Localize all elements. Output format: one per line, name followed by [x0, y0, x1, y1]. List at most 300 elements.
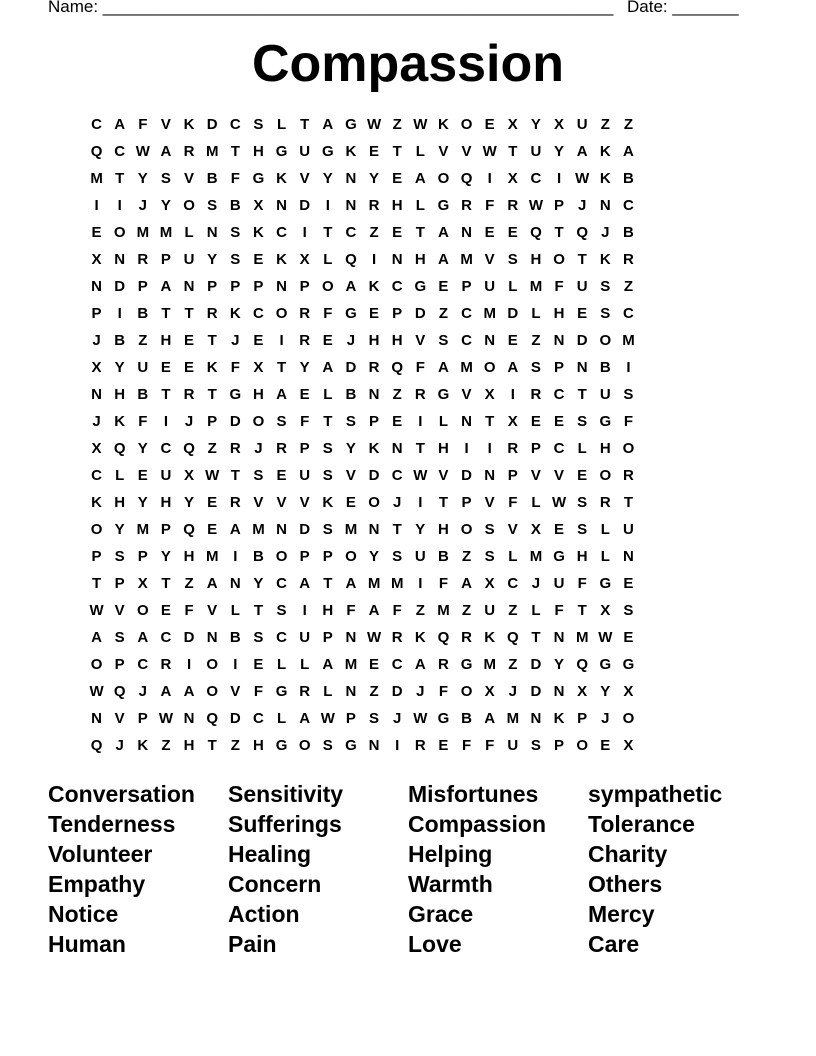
grid-letter: M	[136, 521, 150, 538]
grid-row	[85, 410, 733, 437]
grid-letter: O	[252, 413, 265, 430]
grid-letter: G	[321, 143, 334, 160]
grid-letter: Z	[138, 332, 148, 349]
grid-letter: V	[299, 170, 310, 187]
grid-letter: M	[483, 305, 496, 322]
grid-letter: V	[484, 494, 495, 511]
grid-letter: A	[438, 251, 449, 268]
grid-letter: G	[437, 386, 450, 403]
grid-letter: M	[622, 332, 635, 349]
grid-letter: O	[298, 737, 311, 754]
grid-letter: U	[530, 143, 542, 160]
grid-letter: Y	[345, 440, 356, 457]
grid-letter: I	[117, 305, 122, 322]
grid-letter: G	[599, 656, 612, 673]
grid-letter: N	[345, 629, 357, 646]
grid-letter: I	[163, 413, 169, 430]
grid-letter: L	[323, 683, 333, 700]
grid-letter: S	[276, 602, 287, 619]
grid-letter: E	[530, 413, 541, 430]
grid-letter: E	[438, 278, 449, 295]
grid-letter: P	[299, 548, 310, 565]
grid-letter: X	[484, 683, 495, 700]
grid-letter: Y	[415, 521, 426, 538]
grid-letter: E	[392, 413, 403, 430]
grid-letter: S	[114, 629, 125, 646]
grid-letter: B	[345, 386, 357, 403]
grid-letter: D	[530, 656, 542, 673]
grid-letter: J	[393, 494, 402, 511]
grid-letter: N	[345, 170, 357, 187]
grid-letter: H	[160, 332, 172, 349]
grid-letter: C	[160, 440, 172, 457]
grid-letter: Z	[461, 548, 472, 565]
grid-letter: P	[345, 710, 356, 727]
grid-letter: C	[461, 305, 472, 322]
grid-letter: M	[483, 656, 496, 673]
grid-letter: T	[300, 116, 310, 133]
grid-letter: L	[184, 224, 194, 241]
grid-letter: B	[461, 710, 472, 727]
grid-letter: J	[601, 710, 610, 727]
grid-letter: C	[229, 116, 241, 133]
grid-letter: N	[345, 197, 357, 214]
grid-letter: E	[160, 602, 171, 619]
grid-letter: O	[321, 278, 334, 295]
grid-letter: R	[507, 440, 519, 457]
grid-letter: O	[599, 332, 612, 349]
grid-letter: J	[254, 440, 263, 457]
grid-letter: Y	[369, 170, 380, 187]
grid-letter: N	[276, 521, 287, 538]
grid-letter: R	[299, 305, 311, 322]
grid-letter: W	[528, 197, 544, 214]
grid-letter: C	[623, 305, 634, 322]
grid-letter: K	[345, 143, 357, 160]
grid-letter: N	[114, 251, 126, 268]
grid-letter: W	[135, 143, 150, 160]
grid-letter: L	[300, 656, 310, 673]
grid-letter: Z	[508, 656, 518, 673]
grid-letter: J	[601, 224, 610, 241]
grid-letter: D	[368, 467, 380, 484]
grid-letter: K	[183, 116, 195, 133]
grid-letter: A	[160, 143, 172, 160]
grid-letter: D	[229, 710, 241, 727]
grid-letter: N	[576, 359, 588, 376]
grid-letter: M	[460, 359, 473, 376]
grid-letter: E	[392, 224, 403, 241]
grid-letter: S	[322, 521, 333, 538]
grid-letter: I	[626, 359, 631, 376]
grid-letter: L	[600, 521, 610, 538]
grid-letter: O	[437, 170, 450, 187]
grid-letter: C	[253, 710, 264, 727]
grid-letter: A	[229, 521, 241, 538]
grid-letter: V	[207, 602, 218, 619]
grid-letter: E	[91, 224, 102, 241]
grid-letter: H	[114, 386, 126, 403]
grid-letter: N	[461, 224, 472, 241]
grid-letter: H	[183, 737, 195, 754]
grid-letter: Z	[438, 305, 449, 322]
grid-letter: F	[485, 737, 495, 754]
grid-letter: P	[554, 197, 565, 214]
grid-letter: W	[205, 467, 220, 484]
grid-letter: B	[599, 359, 611, 376]
grid-letter: L	[577, 440, 587, 457]
grid-letter: T	[323, 575, 333, 592]
grid-letter: D	[414, 305, 426, 322]
grid-letter: E	[507, 332, 518, 349]
grid-letter: N	[183, 278, 195, 295]
grid-letter: L	[531, 305, 541, 322]
grid-letter: A	[438, 359, 449, 376]
grid-letter: C	[553, 386, 565, 403]
grid-letter: A	[345, 278, 357, 295]
grid-letter: S	[392, 548, 403, 565]
grid-letter: C	[553, 440, 565, 457]
grid-letter: Y	[160, 197, 171, 214]
grid-letter: F	[623, 413, 634, 430]
grid-row	[85, 680, 733, 707]
grid-letter: Q	[206, 710, 219, 727]
grid-letter: P	[392, 305, 403, 322]
grid-letter: E	[577, 305, 588, 322]
grid-letter: U	[623, 521, 634, 538]
grid-letter: R	[299, 332, 311, 349]
grid-letter: N	[553, 629, 565, 646]
word-bank	[48, 779, 768, 959]
grid-letter: T	[415, 440, 425, 457]
grid-letter: M	[205, 548, 219, 565]
grid-letter: T	[323, 413, 333, 430]
word-bank-item: Warmth	[408, 871, 493, 897]
grid-letter: H	[576, 548, 588, 565]
grid-letter: B	[137, 386, 149, 403]
grid-row	[85, 518, 733, 545]
grid-letter: R	[414, 386, 426, 403]
grid-letter: L	[323, 386, 333, 403]
grid-letter: M	[460, 251, 473, 268]
word-bank-item: Human	[48, 931, 126, 957]
grid-letter: T	[253, 602, 264, 619]
grid-letter: N	[91, 710, 102, 727]
grid-letter: I	[302, 224, 307, 241]
grid-letter: T	[508, 143, 518, 160]
grid-letter: J	[416, 683, 425, 700]
grid-letter: F	[138, 116, 148, 133]
grid-letter: X	[484, 386, 495, 403]
grid-letter: L	[415, 197, 425, 214]
grid-letter: O	[345, 548, 357, 565]
grid-letter: U	[183, 251, 195, 268]
grid-letter: N	[553, 683, 565, 700]
grid-letter: U	[414, 548, 426, 565]
grid-letter: X	[253, 359, 264, 376]
grid-letter: K	[91, 494, 102, 511]
grid-letter: N	[553, 332, 565, 349]
grid-letter: T	[91, 575, 102, 592]
grid-letter: B	[623, 224, 634, 241]
grid-letter: W	[482, 143, 497, 160]
grid-letter: N	[206, 629, 218, 646]
grid-letter: F	[485, 197, 495, 214]
grid-letter: R	[623, 251, 634, 268]
grid-letter: K	[414, 629, 426, 646]
grid-letter: A	[322, 116, 334, 133]
grid-letter: S	[577, 413, 588, 430]
grid-letter: E	[392, 170, 403, 187]
grid-letter: P	[461, 278, 472, 295]
word-bank-item: Others	[588, 871, 663, 897]
grid-letter: H	[438, 521, 449, 538]
grid-letter: W	[89, 602, 104, 619]
grid-letter: N	[91, 278, 102, 295]
grid-row	[85, 626, 733, 653]
grid-letter: A	[299, 575, 311, 592]
grid-letter: K	[368, 278, 380, 295]
grid-letter: K	[553, 710, 565, 727]
grid-letter: E	[623, 629, 634, 646]
word-bank-item: Conversation	[48, 781, 195, 807]
grid-letter: R	[276, 440, 287, 457]
grid-letter: Z	[207, 440, 217, 457]
grid-letter: Z	[392, 116, 402, 133]
grid-letter: Q	[345, 251, 357, 268]
grid-letter: J	[346, 332, 356, 349]
grid-letter: S	[600, 278, 611, 295]
grid-letter: B	[137, 305, 149, 322]
grid-letter: R	[507, 197, 519, 214]
grid-letter: W	[158, 710, 174, 727]
grid-letter: O	[576, 737, 589, 754]
grid-letter: D	[507, 305, 519, 322]
grid-letter: C	[276, 224, 287, 241]
grid-letter: K	[253, 224, 264, 241]
grid-letter: C	[507, 575, 519, 592]
grid-letter: T	[438, 494, 449, 511]
grid-letter: T	[577, 386, 587, 403]
grid-letter: E	[207, 494, 218, 511]
grid-letter: X	[299, 251, 310, 268]
grid-letter: L	[276, 656, 287, 673]
grid-letter: V	[253, 494, 264, 511]
grid-letter: A	[276, 386, 287, 403]
grid-letter: C	[91, 467, 102, 484]
grid-letter: R	[461, 629, 472, 646]
grid-letter: S	[623, 386, 634, 403]
grid-letter: G	[599, 575, 612, 592]
grid-letter: I	[371, 251, 377, 268]
grid-letter: V	[184, 170, 195, 187]
grid-letter: X	[623, 737, 634, 754]
grid-letter: D	[576, 332, 588, 349]
grid-letter: B	[114, 332, 126, 349]
grid-letter: F	[230, 359, 240, 376]
grid-letter: L	[276, 116, 287, 133]
grid-letter: L	[115, 467, 125, 484]
grid-letter: R	[368, 359, 380, 376]
grid-letter: Z	[461, 602, 472, 619]
grid-letter: Q	[113, 683, 126, 700]
grid-letter: Y	[299, 359, 310, 376]
word-bank-item: Notice	[48, 901, 119, 927]
grid-letter: Q	[183, 440, 195, 457]
grid-letter: C	[391, 278, 403, 295]
grid-letter: F	[253, 683, 264, 700]
grid-letter: K	[229, 305, 241, 322]
grid-letter: R	[414, 737, 426, 754]
grid-letter: C	[276, 575, 287, 592]
word-bank-item: Healing	[228, 841, 312, 867]
grid-letter: T	[323, 224, 333, 241]
grid-letter: E	[253, 251, 264, 268]
grid-letter: Z	[600, 116, 610, 133]
grid-letter: F	[438, 575, 449, 592]
grid-letter: F	[184, 602, 194, 619]
grid-letter: Y	[114, 359, 125, 376]
grid-letter: O	[622, 440, 635, 457]
grid-letter: A	[438, 224, 449, 241]
grid-letter: M	[437, 602, 450, 619]
grid-letter: I	[418, 575, 423, 592]
grid-letter: I	[510, 386, 515, 403]
grid-letter: E	[322, 332, 333, 349]
grid-letter: M	[136, 224, 150, 241]
grid-letter: T	[554, 224, 564, 241]
grid-letter: M	[252, 521, 265, 538]
grid-letter: H	[414, 251, 426, 268]
grid-row	[85, 248, 733, 275]
grid-letter: B	[253, 548, 264, 565]
grid-letter: H	[322, 602, 334, 619]
grid-letter: T	[161, 305, 171, 322]
grid-letter: T	[485, 413, 495, 430]
grid-letter: G	[622, 656, 635, 673]
grid-letter: K	[484, 629, 496, 646]
grid-letter: N	[368, 737, 380, 754]
grid-letter: U	[576, 278, 588, 295]
grid-letter: S	[207, 197, 218, 214]
grid-letter: R	[206, 305, 218, 322]
grid-letter: Q	[391, 359, 404, 376]
grid-row	[85, 437, 733, 464]
grid-letter: I	[233, 656, 238, 673]
grid-row	[85, 356, 733, 383]
grid-letter: T	[207, 737, 217, 754]
grid-letter: K	[114, 413, 126, 430]
word-bank-item: Volunteer	[48, 841, 153, 867]
grid-letter: A	[183, 683, 195, 700]
grid-letter: S	[230, 224, 241, 241]
word-bank-item: Care	[588, 931, 640, 957]
grid-letter: S	[623, 602, 634, 619]
grid-letter: D	[461, 467, 472, 484]
grid-letter: Y	[137, 440, 148, 457]
grid-letter: N	[276, 197, 287, 214]
grid-letter: W	[413, 710, 428, 727]
grid-letter: A	[299, 710, 311, 727]
grid-letter: N	[345, 683, 357, 700]
grid-letter: L	[508, 548, 518, 565]
grid-letter: S	[484, 548, 495, 565]
grid-letter: E	[484, 116, 495, 133]
grid-letter: C	[391, 467, 403, 484]
grid-letter: P	[299, 440, 310, 457]
grid-letter: E	[137, 467, 148, 484]
grid-letter: F	[230, 170, 240, 187]
grid-letter: K	[276, 170, 287, 187]
grid-letter: L	[531, 602, 541, 619]
grid-letter: W	[551, 494, 567, 511]
grid-letter: P	[91, 548, 102, 565]
grid-letter: N	[623, 548, 634, 565]
grid-letter: D	[530, 683, 542, 700]
grid-letter: P	[114, 575, 125, 592]
grid-letter: P	[554, 737, 565, 754]
grid-letter: O	[90, 521, 103, 538]
grid-letter: W	[89, 683, 104, 700]
grid-letter: H	[438, 440, 449, 457]
grid-letter: U	[484, 602, 496, 619]
grid-letter: V	[276, 494, 287, 511]
grid-letter: Q	[113, 440, 126, 457]
grid-letter: S	[230, 251, 241, 268]
grid-letter: P	[207, 413, 218, 430]
grid-letter: B	[229, 197, 241, 214]
word-bank-item: Action	[228, 901, 300, 927]
grid-letter: G	[460, 656, 473, 673]
word-bank-item: Charity	[588, 841, 668, 867]
word-bank-item: Helping	[408, 841, 493, 867]
grid-letter: R	[391, 629, 403, 646]
grid-letter: A	[91, 629, 102, 646]
grid-letter: P	[530, 440, 541, 457]
grid-letter: Q	[183, 521, 195, 538]
grid-letter: D	[391, 683, 403, 700]
grid-letter: I	[279, 332, 284, 349]
grid-letter: Y	[114, 521, 125, 538]
grid-letter: F	[392, 602, 402, 619]
grid-letter: Q	[90, 143, 103, 160]
grid-letter: L	[323, 251, 333, 268]
grid-letter: R	[368, 197, 380, 214]
grid-row	[85, 464, 733, 491]
grid-letter: O	[483, 359, 496, 376]
grid-letter: K	[206, 359, 218, 376]
word-bank-item: Misfortunes	[408, 781, 539, 807]
grid-letter: H	[599, 440, 611, 457]
grid-letter: U	[299, 629, 311, 646]
grid-letter: U	[576, 116, 588, 133]
grid-letter: J	[578, 197, 587, 214]
grid-letter: U	[137, 359, 149, 376]
grid-letter: Y	[137, 494, 148, 511]
grid-letter: T	[276, 359, 287, 376]
grid-letter: G	[437, 197, 450, 214]
grid-letter: E	[554, 413, 565, 430]
grid-letter: G	[437, 710, 450, 727]
grid-letter: K	[599, 143, 611, 160]
grid-letter: J	[138, 683, 147, 700]
grid-letter: C	[345, 224, 357, 241]
grid-letter: J	[92, 332, 101, 349]
grid-letter: R	[299, 683, 311, 700]
grid-letter: E	[160, 359, 171, 376]
grid-letter: E	[253, 656, 264, 673]
grid-letter: R	[183, 386, 195, 403]
